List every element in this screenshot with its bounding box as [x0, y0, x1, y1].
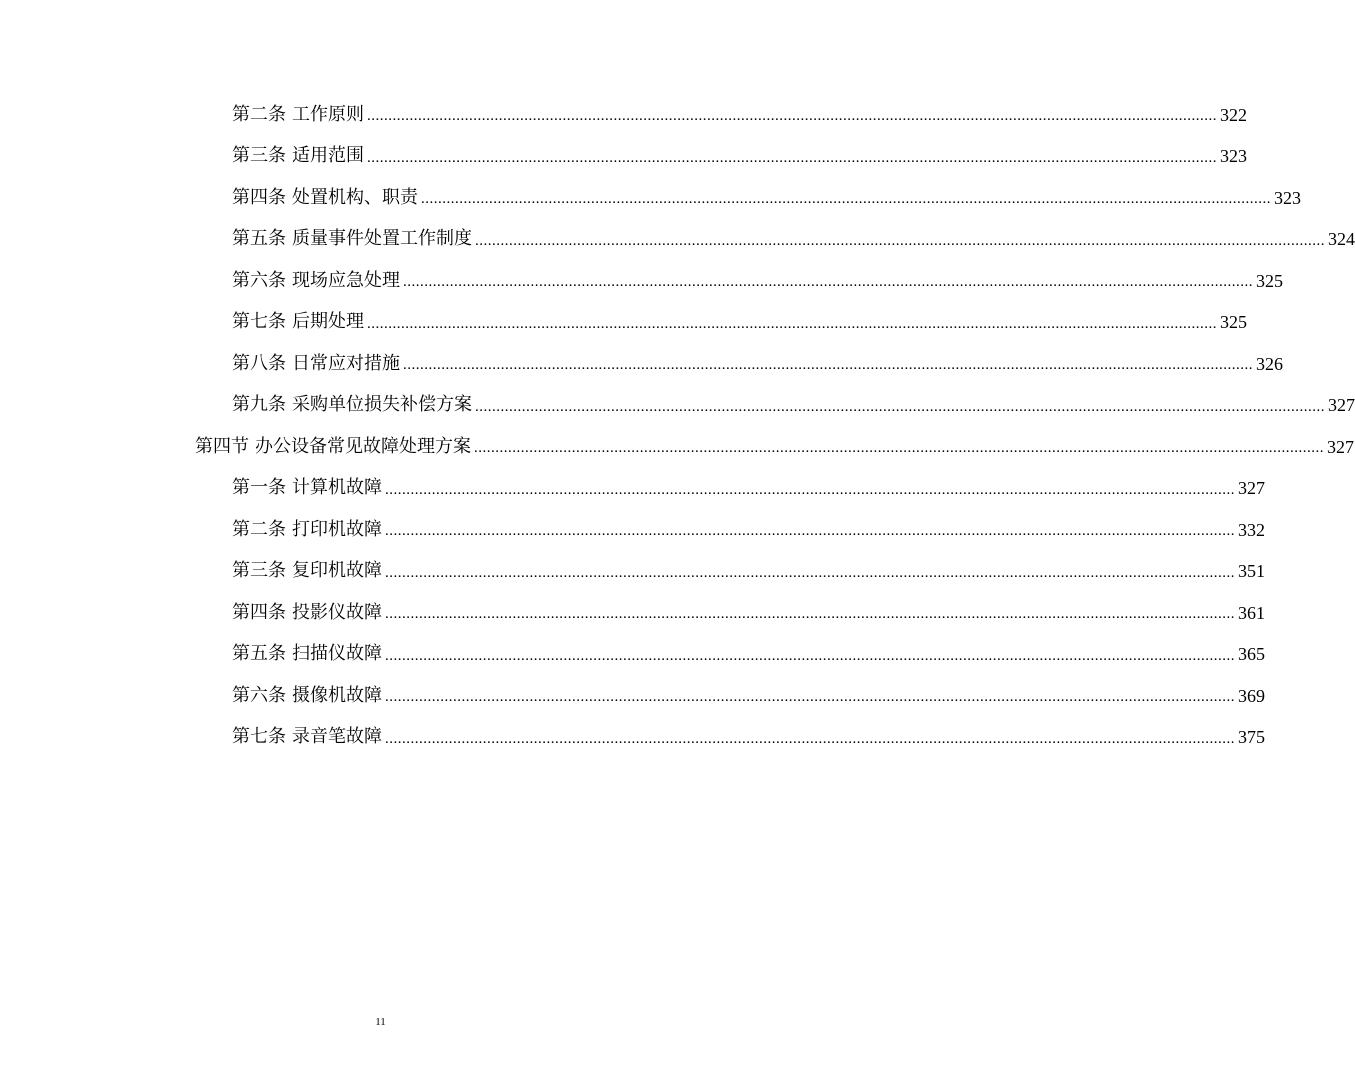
toc-entry-number: 第五条: [232, 643, 286, 665]
toc-entry-title: 处置机构、职责: [292, 186, 418, 208]
toc-entry[interactable]: [232, 675, 1265, 717]
toc-entry-title: 适用范围: [292, 145, 364, 167]
toc-entry-title: 工作原则: [292, 103, 364, 125]
page-number: 11: [375, 1016, 386, 1028]
toc-entry-number: 第八条: [232, 352, 286, 374]
toc-dot-leader: ........................................................................................................................................................................................................: [385, 689, 1235, 706]
toc-dot-leader: ........................................................................................................................................................................................................: [367, 108, 1217, 125]
toc-entry-number: 第六条: [232, 269, 286, 291]
toc-dot-leader: ........................................................................................................................................................................................................: [367, 149, 1217, 166]
toc-entry[interactable]: [232, 177, 1301, 219]
toc-entry-title: 办公设备常见故障处理方案: [255, 435, 471, 457]
toc-entry-title: 质量事件处置工作制度: [292, 228, 472, 250]
toc-entry-number: 第三条: [232, 145, 286, 167]
toc-entry-title: 摄像机故障: [292, 684, 382, 706]
toc-entry-page: 369: [1238, 685, 1265, 706]
toc-entry-title: 投影仪故障: [292, 601, 382, 623]
toc-entry[interactable]: [232, 551, 1265, 593]
toc-entry-page: 322: [1220, 104, 1247, 125]
toc-entry[interactable]: [232, 219, 1355, 261]
toc-entry-page: 325: [1220, 312, 1247, 333]
toc-dot-leader: ........................................................................................................................................................................................................: [475, 232, 1325, 249]
toc-entry[interactable]: [232, 509, 1265, 551]
toc-entry-page: 332: [1238, 519, 1265, 540]
toc-entry-page: 375: [1238, 727, 1265, 748]
toc-entry-title: 采购单位损失补偿方案: [292, 394, 472, 416]
toc-dot-leader: ........................................................................................................................................................................................................: [385, 481, 1235, 498]
toc-entry-number: 第七条: [232, 726, 286, 748]
toc-dot-leader: ........................................................................................................................................................................................................: [403, 357, 1253, 374]
toc-entry-title: 日常应对措施: [292, 352, 400, 374]
table-of-contents: [0, 94, 1355, 758]
toc-dot-leader: ........................................................................................................................................................................................................: [385, 730, 1235, 747]
toc-entry-page: 351: [1238, 561, 1265, 582]
toc-entry-page: 361: [1238, 602, 1265, 623]
toc-entry[interactable]: [232, 385, 1355, 427]
toc-dot-leader: ........................................................................................................................................................................................................: [385, 564, 1235, 581]
toc-dot-leader: ........................................................................................................................................................................................................: [385, 647, 1235, 664]
toc-entry-page: 324: [1328, 229, 1355, 250]
toc-entry[interactable]: [232, 717, 1265, 759]
toc-entry-title: 现场应急处理: [292, 269, 400, 291]
toc-entry-page: 326: [1256, 353, 1283, 374]
toc-dot-leader: ........................................................................................................................................................................................................: [474, 440, 1324, 457]
toc-entry[interactable]: [232, 343, 1283, 385]
toc-entry-page: 325: [1256, 270, 1283, 291]
toc-entry-title: 扫描仪故障: [292, 643, 382, 665]
toc-entry-number: 第二条: [232, 103, 286, 125]
toc-entry-title: 录音笔故障: [292, 726, 382, 748]
toc-entry-page: 327: [1328, 395, 1355, 416]
toc-entry-number: 第二条: [232, 518, 286, 540]
toc-entry-number: 第五条: [232, 228, 286, 250]
toc-dot-leader: ........................................................................................................................................................................................................: [385, 606, 1235, 623]
toc-entry[interactable]: [232, 260, 1283, 302]
toc-entry-title: 后期处理: [292, 311, 364, 333]
toc-entry-page: 327: [1327, 436, 1354, 457]
toc-entry-number: 第七条: [232, 311, 286, 333]
toc-entry-number: 第四条: [232, 601, 286, 623]
toc-entry-page: 323: [1274, 187, 1301, 208]
toc-entry-title: 计算机故障: [292, 477, 382, 499]
toc-dot-leader: ........................................................................................................................................................................................................: [403, 274, 1253, 291]
toc-dot-leader: ........................................................................................................................................................................................................: [367, 315, 1217, 332]
toc-entry-page: 365: [1238, 644, 1265, 665]
toc-entry[interactable]: [232, 302, 1247, 344]
toc-entry[interactable]: [232, 592, 1265, 634]
toc-entry-number: 第三条: [232, 560, 286, 582]
toc-dot-leader: ........................................................................................................................................................................................................: [385, 523, 1235, 540]
toc-entry[interactable]: [232, 634, 1265, 676]
toc-entry-title: 复印机故障: [292, 560, 382, 582]
toc-entry-number: 第四节: [195, 435, 249, 457]
toc-entry-page: 323: [1220, 146, 1247, 167]
toc-entry-number: 第六条: [232, 684, 286, 706]
toc-entry-page: 327: [1238, 478, 1265, 499]
toc-entry[interactable]: [232, 468, 1265, 510]
toc-entry-number: 第九条: [232, 394, 286, 416]
toc-entry[interactable]: [232, 136, 1247, 178]
toc-dot-leader: ........................................................................................................................................................................................................: [421, 191, 1271, 208]
toc-dot-leader: ........................................................................................................................................................................................................: [475, 398, 1325, 415]
toc-entry-title: 打印机故障: [292, 518, 382, 540]
toc-entry[interactable]: [232, 94, 1247, 136]
toc-entry-number: 第一条: [232, 477, 286, 499]
toc-section-entry[interactable]: [195, 426, 1354, 468]
toc-entry-number: 第四条: [232, 186, 286, 208]
